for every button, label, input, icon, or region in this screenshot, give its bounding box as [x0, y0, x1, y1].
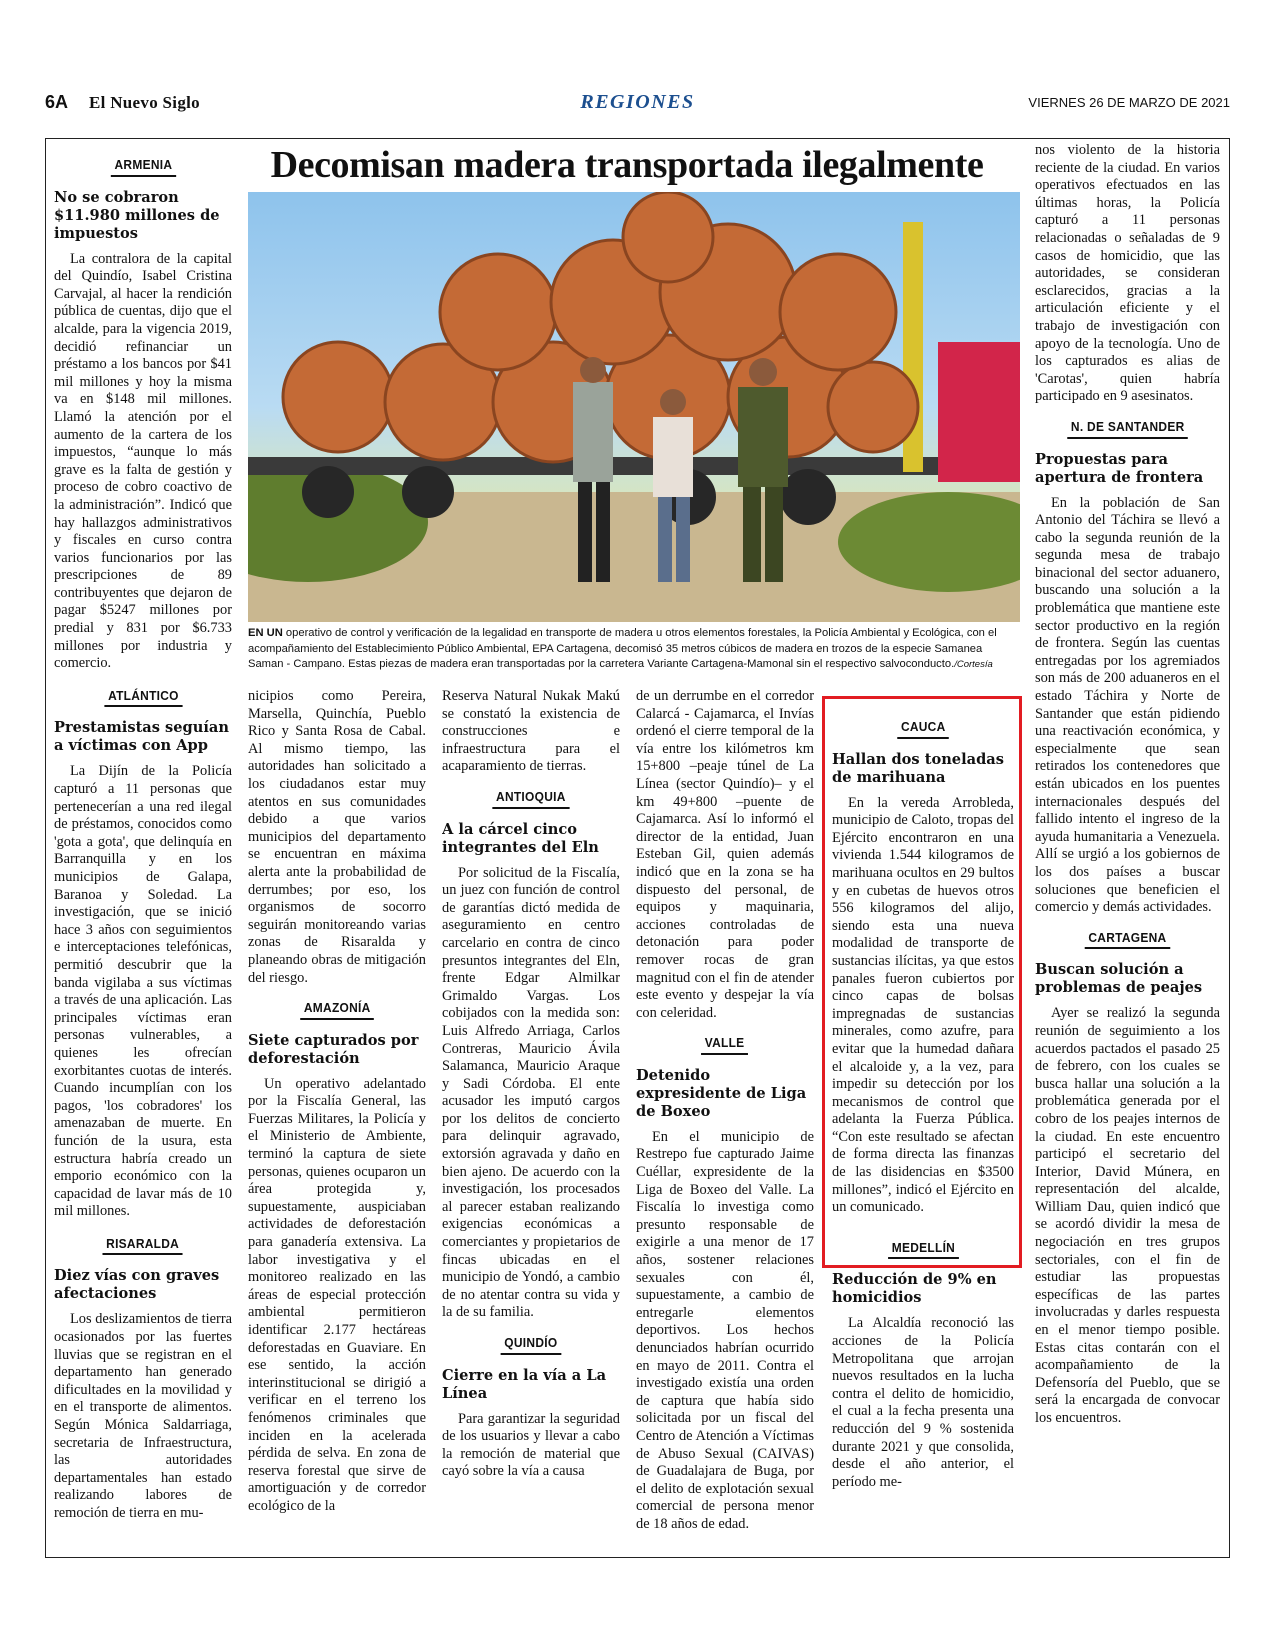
article-body-armenia: La contralora de la capital del Quindío, Isabel Cristina Carvajal, al hacer la rendición pública de cuentas, dijo que el alcalde, para la vigencia 2019, decidió refinanciar un préstamo a los bancos por $41 mil millones y hoy la misma va en $148 mil millones. Llamó la atención por el aumento de la cartera de los impuestos, “aunque lo más grave es la falta de gestión y proceso de cobro coactivo de la administración”. Indicó que hay hallazgos administrativos y fiscales en curso contra varios funcionarios por las prescripciones de 89 contribuyentes que dejaron de pagar $5247 millones por predial y 831 por $6.733 millones por industria y comercio. — [54, 250, 232, 672]
feature-photo — [248, 192, 1020, 622]
photo-caption — [248, 626, 1020, 673]
section-label-medellin: MEDELLÍN — [832, 1239, 1014, 1260]
section-label-cartagena: CARTAGENA — [1035, 929, 1220, 950]
section-label-quindio: QUINDÍO — [442, 1334, 620, 1355]
article-headline-cauca: Hallan dos toneladas de marihuana — [832, 750, 1004, 786]
column-6 — [1035, 142, 1220, 1548]
article-headline-amazonia: Siete capturados por deforestación — [248, 1031, 419, 1067]
article-headline-armenia: No se cobraron $11.980 millones de impuestos — [54, 188, 220, 242]
section-label-armenia: ARMENIA — [54, 156, 232, 177]
article-body-atlantico: La Dijín de la Policía capturó a 11 personas que pertenecerían a una red ilegal de préstamos, conocidos como 'gota a gota', que delinquía en Barranquilla y en los municipios de Galapa, Baranoa y Soledad. La investigación, que se inició hace 3 años con seguimientos e interceptaciones telefónicas, permitió descubrir que la banda vigilaba a sus víctimas a través de una aplicación. Las principales víctimas eran personas vulnerables, a quienes les ofrecían exorbitantes cuotas de interés. Cuando incumplían con los pagos, 'los cobradores' los amenazaban de muerte. En función de la usura, esta estructura habría creado un emporio económico con la capacidad de lavar más de 10 mil millones. — [54, 763, 232, 1220]
section-label-risaralda: RISARALDA — [54, 1235, 232, 1256]
column-1 — [54, 150, 232, 1548]
article-body-cartagena: Ayer se realizó la segunda reunión de seguimiento a los acuerdos pactados el pasado 25 de febrero, con los cuales se busca hallar una solución a la problemática generada por el cobro de los peajes internos de la ciudad. En este encuentro participó el secretario del Interior, David Múnera, en representación del alcalde, William Dau, quien indicó que se acordó dividir la mesa de negociación en tres grupos sectoriales, con el fin de estudiar las propuestas específicas de las partes involucradas y darles respuesta en el menor tiempo posible. Estas citas contarán con el acompañamiento de la Defensoría del Pueblo, que se será la encargada de convocar los encuentros. — [1035, 1005, 1220, 1426]
section-label-amazonia: AMAZONÍA — [248, 999, 426, 1020]
article-body-santander: En la población de San Antonio del Táchira se llevó a cabo la segunda reunión de la segunda mesa de trabajo binacional del sector aduanero, buscando una solución a la problemática que mantiene este sector productivo en la región de frontera. Según las cuentas entregadas por los agremiados son más de 200 aduaneros en el estado Táchira y Norte de Santander que están pidiendo una reactivación económica, y especialmente que sean retirados los contenedores que están ubicados en los puentes internacionales después del fallido intento el ingreso de la ayuda humanitaria a Venezuela. Allí se urgió a los gobiernos de los dos países a buscar soluciones que beneficien el comercio y demás actividades. — [1035, 494, 1220, 916]
article-body-medellin-cont: nos violento de la historia reciente de la ciudad. En varios operativos efectuados en las últimas horas, la Policía capturó a 11 personas relacionadas o señaladas de 9 casos de homicidio, que las autoridades, se consideran esclarecidos, gracias a la articulación eficiente y el trabajo de investigación con apoyo de la tecnología. Uno de los capturados es alias de 'Carotas', quien habría participado en 9 asesinatos. — [1035, 142, 1220, 405]
page-number: 6A — [45, 92, 69, 112]
article-headline-cartagena: Buscan solución a problemas de peajes — [1035, 961, 1203, 997]
section-label-atlantico: ATLÁNTICO — [54, 687, 232, 708]
article-body-risaralda-cont: nicipios como Pereira, Marsella, Quinchía, Pueblo Rico y Santa Rosa de Cabal. Al mismo tiempo, las autoridades han solicitado a los ciudadanos estar muy atentos en sus comunidades debido a que varios municipios del departamento se encuentran en máxima alerta ante la probabilidad de derrumbes; por eso, los organismos de socorro seguirán monitoreando varias zonas de Risaralda y planeando obras de mitigación del riesgo. — [248, 688, 426, 986]
article-body-quindio: Para garantizar la seguridad de los usuarios y llevar a cabo la remoción de material que cayó sobre la vía a causa — [442, 1410, 620, 1480]
section-label-antioquia: ANTIOQUIA — [442, 788, 620, 809]
column-4 — [636, 688, 814, 1548]
article-headline-medellin: Reducción de 9% en homicidios — [832, 1271, 997, 1307]
article-headline-valle: Detenido expresidente de Liga de Boxeo — [636, 1066, 807, 1120]
article-headline-santander: Propuestas para apertura de frontera — [1035, 450, 1204, 486]
timber-truck-illustration — [248, 192, 1020, 622]
article-body-medellin: La Alcaldía reconoció las acciones de la Policía Metropolitana que arrojan nuevos resultados en la lucha contra el delito de homicidio, el cual a la fecha presenta una reducción del 9 % sostenida durante 2021 y que consolida, desde el año anterior, el período me- — [832, 1315, 1014, 1490]
article-body-quindio-cont: de un derrumbe en el corredor Calarcá - Cajamarca, el Invías ordenó el cierre temporal de la vía entre los kilómetros km 15+800 –peaje túnel de La Línea (sector Quindío)– y el km 49+800 –puente de Cajamarca. Así lo informó el director de la entidad, Juan Esteban Gil, quien además indicó que en la zona se ha dispuesto del personal, de equipos y maquinaria, acciones controladas de detonación para poder remover rocas de gran magnitud con el fin de atender este evento y despejar la vía con celeridad. — [636, 688, 814, 1021]
caption-text: operativo de control y verificación de la legalidad en transporte de madera u otros elementos forestales, la Policía Ambiental y Ecológica, con el acompañamiento del Establecimiento Público Ambiental, EPA Cartagena, decomisó 35 metros cúbicos de madera en trozos de la especie Samanea Saman - Campano. Estas piezas de madera eran transportadas por la carretera Variante Cartagena-Mamonal sin el respectivo salvoconducto. — [248, 627, 997, 671]
article-headline-antioquia: A la cárcel cinco integrantes del Eln — [442, 820, 599, 856]
column-3 — [442, 688, 620, 1548]
article-body-risaralda: Los deslizamientos de tierra ocasionados por las fuertes lluvias que se registran en el departamento han generado dificultades en la movilidad y en el transporte de alimentos. Según Mónica Saldarriaga, secretaria de Infraestructura, las autoridades departamentales han estado realizando labores de remoción de tierra en mu- — [54, 1311, 232, 1521]
section-title: REGIONES — [580, 91, 695, 113]
feature-headline: Decomisan madera transportada ilegalmente — [270, 144, 984, 186]
article-headline-risaralda: Diez vías con graves afectaciones — [54, 1267, 220, 1303]
masthead — [45, 92, 1230, 114]
article-body-cauca: En la vereda Arrobleda, municipio de Caloto, tropas del Ejército encontraron en una vivienda 1.544 kilogramos de marihuana ocultos en 29 bultos y en cubetas de huevos otros 556 kilogramos del alijo, siendo esta una nueva modalidad de transporte de sustancias ilícitas, ya que estos panales fueron cubiertos por cinco capas de bolsas impregnadas de sustancias minerales, como azufre, para evitar que la humedad dañara el alcaloide y, a la vez, para impedir su detección por los mecanismos de control que adelanta la Fuerza Pública. “Con este resultado se afectan de forma directa las finanzas de las disidencias en $3500 millones”, indicó el Ejército en un comunicado. — [832, 794, 1014, 1216]
article-headline-atlantico: Prestamistas seguían a víctimas con App — [54, 719, 229, 755]
article-headline-quindio: Cierre en la vía a La Línea — [442, 1366, 607, 1402]
photo-credit: /Cortesía — [954, 659, 993, 671]
issue-date: VIERNES 26 DE MARZO DE 2021 — [1028, 95, 1230, 110]
column-5 — [832, 712, 1014, 1548]
article-body-amazonia-cont: Reserva Natural Nukak Makú se constató la existencia de construcciones e infraestructura para el acaparamiento de tierras. — [442, 688, 620, 775]
article-body-amazonia: Un operativo adelantado por la Fiscalía General, las Fuerzas Militares, la Policía y el Ministerio de Ambiente, terminó la captura de siete personas, quienes ocuparon un área protegida y, supuestamente, auspiciaban actividades de deforestación para ganadería extensiva. La labor investigativa y el monitoreo realizado en las áreas de especial protección ambiental permitieron identificar 2.177 hectáreas deforestadas en Guaviare. En ese sentido, la acción interinstitucional se dirigió a verificar en el terreno los fenómenos criminales que inciden en la acelerada pérdida de selva. En zona de reserva forestal que sirve de amortiguación y de corredor ecológico de la — [248, 1075, 426, 1514]
article-body-antioquia: Por solicitud de la Fiscalía, un juez con función de control de garantías dictó medida de aseguramiento en centro carcelario en contra de cinco presuntos integrantes del Eln, frente Edgar Almilkar Grimaldo Vargas. Los cobijados con la medida son: Luis Alfredo Arriaga, Carlos Contreras, Mauricio Ávila Salamanca, Mauricio Araque y Sadi Córdoba. El ente acusador les imputó cargos por los delitos de concierto para delinquir agravado, extorsión agravada y daño en bien ajeno. De acuerdo con la investigación, los procesados al parecer estaban realizando exigencias económicas a comerciantes y propietarios de fincas ubicadas en el municipio de Yondó, a cambio de no atentar contra su vida y la de su familia. — [442, 864, 620, 1321]
column-2 — [248, 688, 426, 1548]
section-label-cauca: CAUCA — [832, 718, 1014, 739]
section-label-santander: N. DE SANTANDER — [1035, 418, 1220, 439]
caption-lead: EN UN — [248, 627, 283, 639]
section-label-valle: VALLE — [636, 1034, 814, 1055]
newspaper-name: El Nuevo Siglo — [89, 93, 200, 112]
article-body-valle: En el municipio de Restrepo fue capturado Jaime Cuéllar, expresidente de la Liga de Boxeo del Valle. La Fiscalía lo investiga como presunto responsable de exigirle a una menor de 17 años, sostener relaciones sexuales con él, supuestamente, a cambio de entregarle elementos deportivos. Los hechos denunciados habrían ocurrido en mayo de 2011. Contra el investigado existía una orden de captura que había sido solicitada por un fiscal del Centro de Atención a Víctimas de Abuso Sexual (CAIVAS) de Guadalajara de Buga, por el delito de explotación sexual comercial de persona menor de 18 años de edad. — [636, 1128, 814, 1532]
